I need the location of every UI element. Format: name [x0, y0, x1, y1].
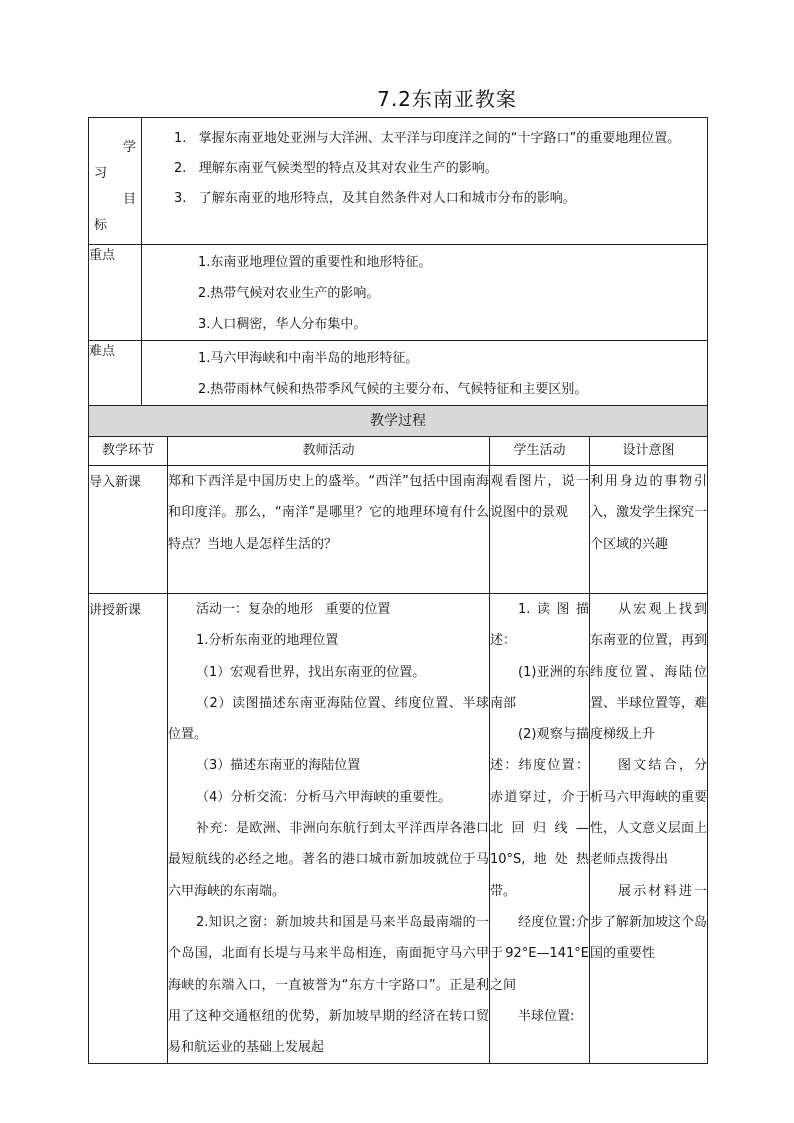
- table-row: [89, 466, 708, 594]
- table-row: [89, 594, 708, 1064]
- key-points-label: 重点: [89, 245, 142, 341]
- student-activity-text: (2)观察与描述：纬度位置：赤道穿过，介于北回归线—10°S,地处热带。: [490, 727, 589, 899]
- teacher-activity-text: （2）读图描述东南亚海陆位置、纬度位置、半球位置。: [168, 695, 489, 743]
- document-title: 7.2东南亚教案: [377, 87, 517, 111]
- key-point-item: 1.东南亚地理位置的重要性和地形特征。: [198, 255, 432, 270]
- design-intent-text: 展示材料进一步了解新加坡这个岛国的重要性: [590, 883, 708, 962]
- teacher-activity-cell: [168, 594, 490, 1064]
- teacher-activity-text: 1.分析东南亚的地理位置: [196, 633, 339, 649]
- design-intent-text: 从宏观上找到东南亚的位置，再到纬度位置、海陆位置、半球位置等，难度梯级上升: [590, 602, 708, 743]
- design-intent-text: 利用身边的事物引入，激发学生探究一个区域的兴趣: [590, 474, 708, 552]
- teacher-activity-cell: [168, 466, 490, 594]
- teacher-activity-text: 活动一：复杂的地形 重要的位置: [196, 602, 391, 617]
- key-points-row: [89, 245, 708, 341]
- teacher-activity-text: 郑和下西洋是中国历史上的盛举。“西洋”包括中国南海和印度洋。那么，“南洋”是哪里？它的地理环境有什么特点？当地人是怎样生活的？: [168, 474, 489, 552]
- objectives-label-char: 习: [94, 166, 108, 181]
- column-header-teacher: 教师活动: [168, 437, 490, 466]
- student-activity-text: 1.读图描述：: [490, 602, 589, 649]
- objective-item: 1. 掌握东南亚地处亚洲与大洋洲、太平洋与印度洋之间的“十字路口”的重要地理位置。: [174, 131, 681, 146]
- teacher-activity-text: （4）分析交流：分析马六甲海峡的重要性。: [196, 789, 452, 805]
- student-activity-text: (1)亚洲的东南部: [490, 664, 589, 711]
- student-activity-cell: [490, 594, 590, 1064]
- student-activity-cell: [490, 466, 590, 594]
- design-intent-cell: [590, 466, 708, 594]
- teacher-activity-text: （1）宏观看世界，找出东南亚的位置。: [196, 664, 426, 680]
- difficulty-item: 1.马六甲海峡和中南半岛的地形特征。: [198, 351, 419, 366]
- student-activity-text: 半球位置:: [518, 1008, 575, 1024]
- lesson-plan-table: [88, 117, 708, 1064]
- objectives-row: [89, 118, 708, 245]
- teacher-activity-text: 补充：是欧洲、非洲向东航行到太平洋西岸各港口最短航线的必经之地。著名的港口城市新加坡就位于马六甲海峡的东南端。: [168, 821, 489, 899]
- teacher-activity-text: 2.知识之窗：新加坡共和国是马来半岛最南端的一个岛国，北面有长堤与马来半岛相连，南面扼守马六甲海峡的东端入口，一直被誉为“东方十字路口”。正是利用了这种交通枢纽的优势，新加坡早期的经济在转口贸易和航运业的基础上发展起: [168, 914, 489, 1056]
- stage-cell: 讲授新课: [89, 594, 168, 1064]
- process-header-row: [89, 406, 708, 437]
- key-point-item: 3.人口稠密，华人分布集中。: [198, 317, 367, 332]
- key-point-item: 2.热带气候对农业生产的影响。: [198, 286, 380, 301]
- teacher-activity-text: （3）描述东南亚的海陆位置: [196, 758, 361, 774]
- student-activity-text: 观看图片，说一说图中的景观: [490, 474, 589, 521]
- objective-item: 2. 理解东南亚气候类型的特点及其对农业生产的影响。: [174, 161, 498, 176]
- difficulty-item: 2.热带雨林气候和热带季风气候的主要分布、气候特征和主要区别。: [198, 382, 588, 397]
- objective-item: 3. 了解东南亚的地形特点，及其自然条件对人口和城市分布的影响。: [174, 191, 576, 206]
- student-activity-text: 经度位置:介于92°E—141°E之间: [490, 914, 589, 993]
- column-header-student: 学生活动: [490, 437, 590, 466]
- stage-cell: 导入新课: [89, 466, 168, 594]
- process-header: 教学过程: [89, 406, 708, 437]
- design-intent-cell: [590, 594, 708, 1064]
- column-header-intent: 设计意图: [590, 437, 708, 466]
- objectives-label-char: 目: [123, 192, 137, 207]
- column-header-row: [89, 437, 708, 466]
- objectives-label-char: 学: [123, 140, 137, 155]
- difficulties-label: 难点: [89, 341, 142, 406]
- difficulties-row: [89, 341, 708, 406]
- objectives-label: [89, 118, 142, 245]
- column-header-stage: 教学环节: [89, 437, 168, 466]
- design-intent-text: 图文结合，分析马六甲海峡的重要性，人文意义层面上老师点拨得出: [590, 758, 708, 868]
- objectives-label-char: 标: [94, 218, 108, 233]
